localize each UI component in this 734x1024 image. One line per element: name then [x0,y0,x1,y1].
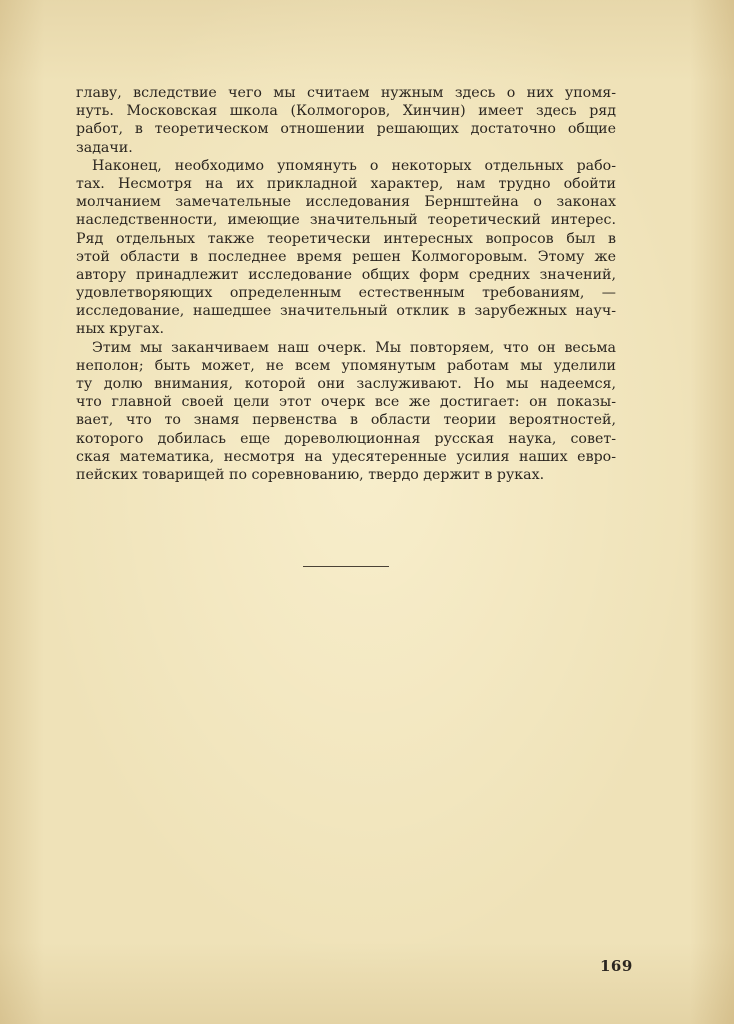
text-line: Ряд отдельных также теоретически интересных вопросов был в [76,230,616,247]
text-line: Наконец, необходимо упомянуть о некоторых отдельных рабо- [92,157,616,174]
text-line: ных кругах. [76,321,164,338]
paragraph-2 [76,157,616,339]
text-line: нуть. Московская школа (Колмогоров, Хинчин) имеет здесь ряд [76,103,616,120]
text-line: неполон; быть может, не всем упомянутым работам мы уделили [76,357,616,374]
text-line: этой области в последнее время решен Колмогоровым. Этому же [76,248,616,265]
text-line: вает, что то знамя первенства в области теории вероятностей, [76,412,616,429]
text-line: пейских товарищей по соревнованию, твердо держит в руках. [76,466,545,483]
section-end-rule [303,566,389,567]
text-line: наследственности, имеющие значительный теоретический интерес. [76,212,616,229]
text-line: тах. Несмотря на их прикладной характер, нам трудно обойти [76,175,616,192]
text-line: работ, в теоретическом отношении решающих достаточно общие [76,121,616,138]
text-line: удовлетворяющих определенным естественным требованиям, — [76,285,616,302]
text-line: исследование, нашедшее значительный отклик в зарубежных науч- [76,303,616,320]
text-line: что главной своей цели этот очерк все же достигает: он показы- [76,394,616,411]
text-line: ту долю внимания, которой они заслуживают. Но мы надеемся, [76,376,616,392]
text-line: молчанием замечательные исследования Бернштейна о законах [76,194,616,211]
text-line: задачи. [76,139,133,156]
page-body [76,84,616,484]
text-line: ская математика, несмотря на удесятеренные усилия наших евро- [76,448,616,465]
paragraph-3 [76,339,616,485]
page-number: 169 [600,957,633,975]
text-line: которого добилась еще дореволюционная русская наука, совет- [76,430,616,447]
text-line: автору принадлежит исследование общих форм средних значений, [76,266,616,283]
paragraph-1 [76,84,616,157]
text-line: Этим мы заканчиваем наш очерк. Мы повторяем, что он весьма [92,339,616,356]
text-line: главу, вследствие чего мы считаем нужным здесь о них упомя- [76,85,616,101]
